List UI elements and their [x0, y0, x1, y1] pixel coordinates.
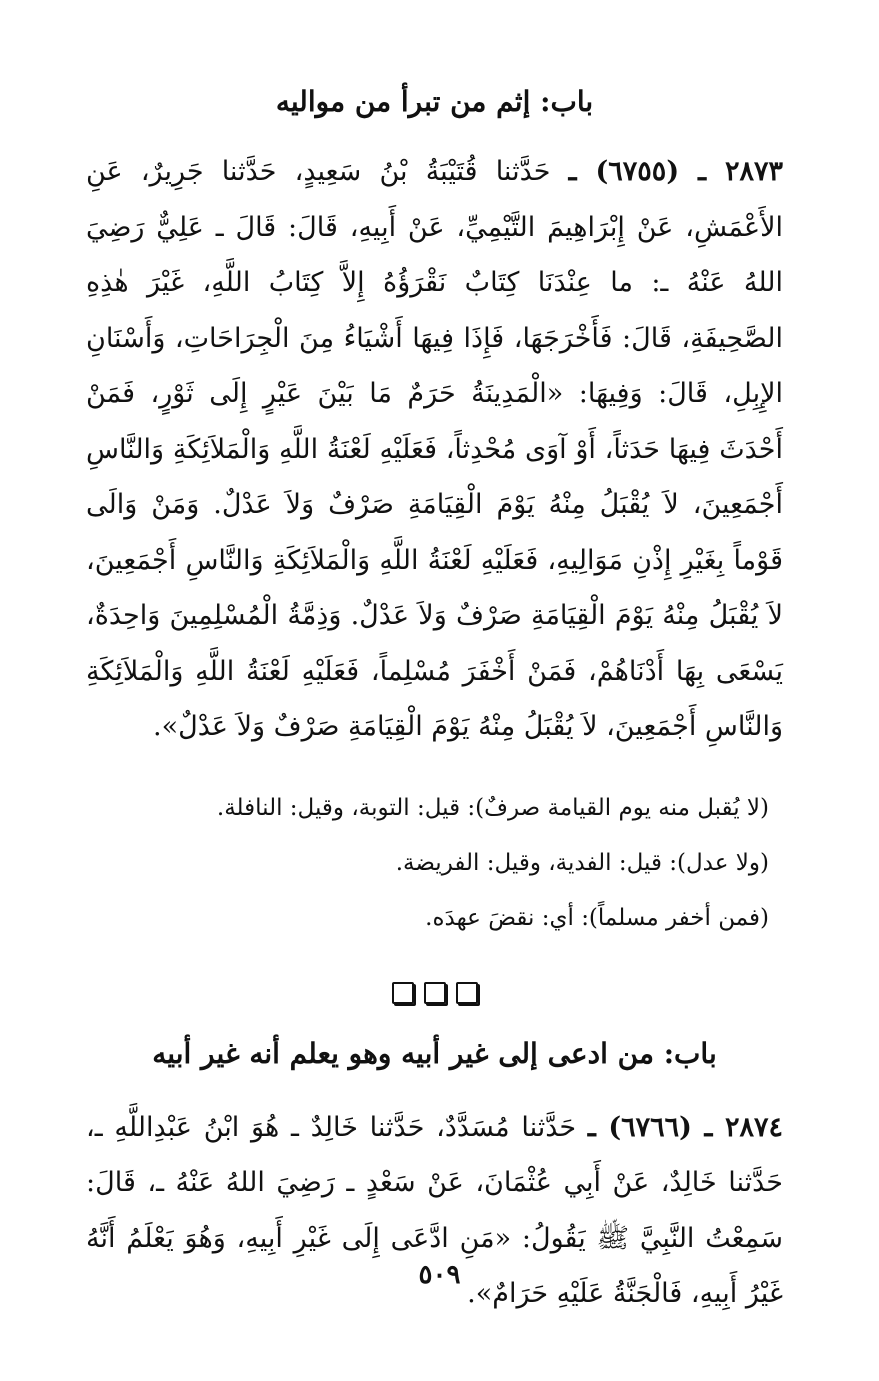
glossary-note: (لا يُقبل منه يوم القيامة صرفٌ): قيل: التوبة، وقيل: النافلة.: [216, 794, 769, 821]
glossary-note: (فمن أخفر مسلماً): أي: نقضَ عهدَه.: [425, 904, 769, 931]
chapter-title: من ادعى إلى غير أبيه وهو يعلم أنه غير أبيه: [152, 1036, 654, 1070]
hadith-text: حَدَّثنا قُتَيْبَةُ بْنُ سَعِيدٍ، حَدَّثنا جَرِيرٌ، عَنِ الأَعْمَشِ، عَنْ إِبْرَاهِيمَ التَّيْمِيِّ، عَنْ أَبِيهِ، قَالَ: قَالَ ـ عَلِيٌّ رَضِيَ اللهُ عَنْهُ ـ: ما عِنْدَنَا كِتَابٌ نَقْرَؤُهُ إِلاَّ كِتَابُ اللَّهِ، غَيْرَ هٰذِهِ الصَّحِيفَةِ، قَالَ: فَأَخْرَجَهَا، فَإِذَا فِيهَا أَشْيَاءُ مِنَ الْجِرَاحَاتِ، وَأَسْنَانِ الإِبِلِ، قَالَ: وَفِيهَا: «الْمَدِينَةُ حَرَمٌ مَا بَيْنَ عَيْرٍ إِلَى ثَوْرٍ، فَمَنْ أَحْدَثَ فِيهَا حَدَثاً، أَوْ آوَى مُحْدِثاً، فَعَلَيْهِ لَعْنَةُ اللَّهِ وَالْمَلاَئِكَةِ وَالنَّاسِ أَجْمَعِينَ، لاَ يُقْبَلُ مِنْهُ يَوْمَ الْقِيَامَةِ صَرْفٌ وَلاَ عَدْلٌ. وَمَنْ وَالَى قَوْماً بِغَيْرِ إِذْنِ مَوَالِيهِ، فَعَلَيْهِ لَعْنَةُ اللَّهِ وَالْمَلاَئِكَةِ وَالنَّاسِ أَجْمَعِينَ، لاَ يُقْبَلُ مِنْهُ يَوْمَ الْقِيَامَةِ صَرْفٌ وَلاَ عَدْلٌ. وَذِمَّةُ الْمُسْلِمِينَ وَاحِدَةٌ، يَسْعَى بِهَا أَدْنَاهُمْ، فَمَنْ أَخْفَرَ مُسْلِماً، فَعَلَيْهِ لَعْنَةُ اللَّهِ وَالْمَلاَئِكَةِ وَالنَّاسِ أَجْمَعِينَ، لاَ يُقْبَلُ مِنْهُ يَوْمَ الْقِيَامَةِ صَرْفٌ وَلاَ عَدْلٌ».: [86, 156, 783, 742]
hadith-paragraph: [86, 144, 783, 755]
chapter-title: إثم من تبرأ من مواليه: [275, 85, 531, 118]
square-ornament-icon: [424, 982, 446, 1004]
chapter-label: باب: [674, 1036, 717, 1070]
chapter-label: باب: [550, 85, 594, 118]
chapter-heading: [86, 1032, 783, 1076]
section-divider: [86, 982, 783, 1004]
hadith-number: ٢٨٧٤ ـ (٦٧٦٦) ـ: [587, 1111, 783, 1143]
glossary-notes: [86, 781, 783, 946]
chapter-heading: [86, 80, 783, 124]
hadith-text: حَدَّثنا مُسَدَّدٌ، حَدَّثنا خَالِدٌ ـ هُوَ ابْنُ عَبْدِاللَّهِ ـ، حَدَّثنا خَالِدٌ، عَنْ أَبِي عُثْمَانَ، عَنْ سَعْدٍ ـ رَضِيَ اللهُ عَنْهُ ـ، قَالَ: سَمِعْتُ النَّبِيَّ ﷺ يَقُولُ: «مَنِ ادَّعَى إِلَى غَيْرِ أَبِيهِ، وَهُوَ يَعْلَمُ أَنَّهُ غَيْرُ أَبِيهِ، فَالْجَنَّةُ عَلَيْهِ حَرَامٌ».: [86, 1111, 783, 1309]
chapter-colon: :: [653, 1036, 675, 1070]
hadith-number: ٢٨٧٣ ـ (٦٧٥٥) ـ: [568, 156, 783, 187]
page-number: ٥٠٩: [418, 1260, 461, 1290]
glossary-note: (ولا عدل): قيل: الفدية، وقيل: الفريضة.: [395, 849, 769, 876]
square-ornament-icon: [392, 982, 414, 1004]
square-ornament-icon: [456, 982, 478, 1004]
chapter-colon: :: [530, 85, 551, 118]
